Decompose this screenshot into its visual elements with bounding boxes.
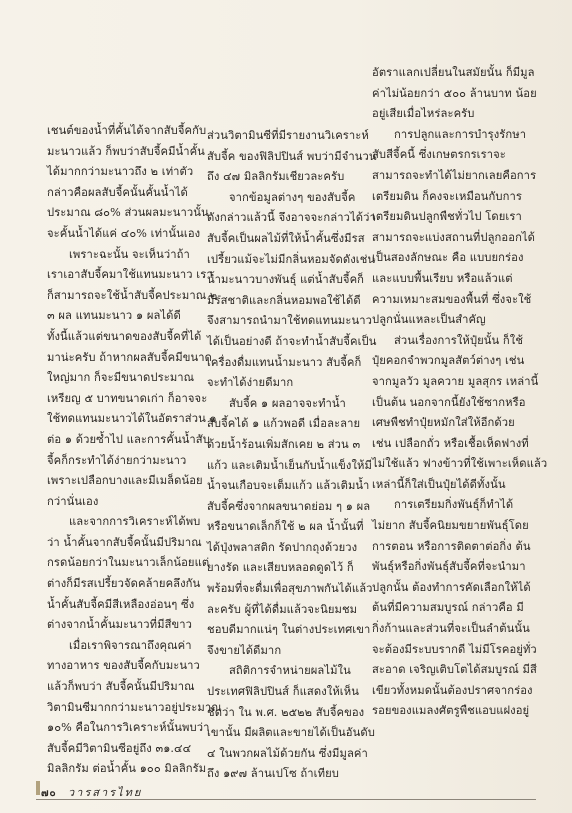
text-line: ด้วยน้ำร้อนเพิ่มสักเคย ๒ ส่วน ๓ — [207, 437, 361, 451]
text-line: เตรียมดิน ก็คงจะเหมือนกับการ — [372, 189, 522, 203]
text-line: มีรสชาติและกลิ่นหอมพอใช้ได้ดี — [207, 293, 361, 307]
text-line: เศษพืชทำปุ๋ยหมักใส่ให้อีกด้วย — [372, 416, 515, 430]
text-line: สับจี้คเป็นผลไม้ที่ให้น้ำคั้นซึ่งมีรส — [207, 231, 365, 245]
text-line: ต่างก็มีรสเปรี้ยวจัดคล้ายคลึงกัน — [47, 577, 201, 591]
text-line: ปลูกนั่นแหละเป็นสำคัญ — [372, 313, 486, 327]
text-line: จะคั้นน้ำได้แค่ ๔๐% เท่านั้นเอง — [47, 226, 201, 240]
footer-accent-mark — [36, 781, 40, 795]
text-line: ดังกล่าวแล้วนี้ จึงอาจจะกล่าวได้ว่า — [207, 211, 376, 225]
text-line: เป็นต้น นอกจากนี้ยังใช้ซากหรือ — [372, 395, 526, 409]
text-line: ละครับ ผู้ที่ได้ดื่มแล้วจะนิยมชม — [207, 602, 358, 616]
text-line: สับจี้คได้ ๑ แก้วพอดี เมื่อละลาย — [207, 417, 361, 431]
text-line: จะทำได้ง่ายดีมาก — [207, 376, 294, 390]
text-line: เป็นสองลักษณะ คือ แบบยกร่อง — [372, 251, 524, 265]
text-line: เพราะเปลือกบางและมีเมล็ดน้อย — [47, 474, 203, 488]
text-line: น้ำคั้นสับจี้คมีสีเหลืองอ่อนๆ ซึ่ง — [47, 597, 195, 611]
text-line: สะอาด เจริญเติบโตได้สมบูรณ์ มีสี — [372, 663, 537, 677]
text-line: ประมาณ ๘๐% ส่วนผลมะนาวนั้น — [47, 206, 209, 220]
text-line: และแบบพื้นเรียบ หรือแล้วแต่ — [372, 271, 513, 285]
text-line: เชนต์ของน้ำที่คั้นได้จากสับจี้คกับ — [47, 124, 207, 137]
text-line: ถึง ๑๙๗ ล้านเปโซ ถ้าเทียบ — [207, 767, 339, 781]
text-line: อัตราแลกเปลี่ยนในสมัยนั้น ก็มีมูล — [372, 66, 535, 79]
text-line: ๓ ผล แทนมะนาว ๑ ผลได้ดี — [47, 309, 181, 323]
text-line: กรดน้อยกว่าในมะนาวเล็กน้อยแต่ — [47, 556, 210, 570]
text-line: ทั้งนี้แล้วแต่ขนาดของสับจี้คที่ได้ — [47, 329, 202, 343]
text-line: ใหญ่มาก ก็จะมีขนาดประมาณ — [47, 371, 195, 385]
text-line: น้ำมะนาวบางพันธุ์ แต่น้ำสับจี้คก็ — [207, 273, 365, 287]
footer-divider — [36, 799, 536, 800]
text-line: จึงสามารถนำมาใช้ทดแทนมะนาว — [207, 314, 372, 328]
text-line: เมื่อเราพิจารณาถึงคุณค่า — [69, 638, 192, 652]
text-line: หรือขนาดเล็กก็ใช้ ๒ ผล น้ำนั้นที่ — [207, 520, 364, 534]
text-line: เขานั้น มีผลิตและขายได้เป็นอันดับ — [207, 726, 375, 740]
text-line: ค่าไม่น้อยกว่า ๕๐๐ ล้านบาท น้อย — [372, 86, 537, 100]
text-line: แก้ว และเติมน้ำเย็นกับน้ำแข็งให้มี — [207, 458, 372, 472]
text-line: ส่วนวิตามินซีที่มีรายงานวิเคราะห์ — [207, 129, 369, 142]
text-column-3 — [372, 63, 548, 722]
text-line: การตอน หรือการติดตาต่อกิ่ง ต้น — [372, 539, 531, 553]
text-line: กว่านั่นเอง — [47, 494, 99, 508]
page-number: ๗๐ — [41, 788, 57, 799]
text-line: จากมูลวัว มูลควาย มูลสุกร เหล่านี้ — [372, 374, 539, 388]
text-line: เปรี้ยวแม้จะไม่มีกลิ่นหอมจัดดังเช่น — [207, 252, 376, 266]
text-line: สับจี้คมีวิตามินซีอยู่ถึง ๓๑.๔๔ — [47, 741, 192, 755]
text-line: มะนาวแล้ว ก็พบว่าสับจี้คมีน้ำคั้น — [47, 144, 205, 158]
text-line: รอยของแมลงศัตรูพืชแอบแฝงอยู่ — [372, 704, 530, 718]
text-line: กิ่งก้านและส่วนที่จะเป็นลำต้นนั้น — [372, 622, 530, 636]
text-line: การเตรียมกิ่งพันธุ์ก็ทำได้ — [394, 498, 514, 512]
text-line: จากข้อมูลต่างๆ ของสับจี้ค — [229, 190, 356, 204]
text-line: ส่วนเรื่องการให้ปุ๋ยนั้น ก็ใช้ — [394, 333, 524, 347]
text-line: ยางรัด และเสียบหลอดดูดไว้ ก็ — [207, 561, 354, 575]
text-line: การปลูกและการบำรุงรักษา — [394, 127, 527, 141]
text-line: เขียวทั้งหมดนั้นต้องปราศจากร่อง — [372, 683, 533, 697]
text-line: อยู่เสียเมื่อไหร่ละครับ — [372, 107, 475, 121]
text-line: ชอบดีมากแน่ๆ ในต่างประเทศเขา — [207, 623, 371, 637]
text-line: และจากการวิเคราะห์ได้พบ — [69, 515, 201, 529]
text-line: สามารถจะทำได้ไม่ยากเลยคือการ — [372, 168, 537, 182]
text-line: ถึง ๔๗ มิลลิกรัมเชียวละครับ — [207, 170, 345, 184]
text-line: ทางอาหาร ของสับจี้คกับมะนาว — [47, 659, 200, 673]
text-line: เหรียญ ๕ บาทขนาดเก่า ก็อาจจะ — [47, 391, 208, 405]
text-line: ไม่ใช้แล้ว ฟางข้าวที่ใช้เพาะเห็ดแล้ว — [372, 457, 548, 471]
text-column-1 — [47, 121, 222, 780]
text-line: จะต้องมีระบบรากดี ไม่มีโรคอยู่ทั่ว — [372, 642, 537, 656]
text-line: สับสีจี้คนี้ ซึ่งเกษตรกรเราจะ — [372, 148, 506, 162]
text-line: ต้นที่มีความสมบูรณ์ กล่าวคือ มี — [372, 601, 524, 615]
text-line: ๑๐% คือในการวิเคราะห์นั้นพบว่า — [47, 721, 210, 735]
text-line: มาน่ะครับ ถ้าหากผลสับจี้คมีขนาด — [47, 350, 212, 364]
text-line: สับจี้ค ๑ ผลอาจจะทำน้ำ — [229, 396, 346, 410]
text-line: ประเทศฟิลิปปินส์ ก็แสดงให้เห็น — [207, 685, 359, 699]
text-line: ความเหมาะสมของพื้นที่ ซึ่งจะใช้ — [372, 292, 532, 306]
text-line: สามารถจะแบ่งสถานที่ปลูกออกได้ — [372, 230, 536, 244]
text-line: มิลลิกรัม ต่อน้ำคั้น ๑๐๐ มิลลิกรัม — [47, 762, 207, 776]
text-line: ปุ๋ยคอกจำพวกมูลสัตว์ต่างๆ เช่น — [372, 354, 525, 368]
text-line: เช่น เปลือกถั่ว หรือเชื้อเห็ดฟางที่ — [372, 436, 529, 450]
text-line: จึงขายได้ดีมาก — [207, 643, 282, 657]
text-line: แล้วก็พบว่า สับจี้คนั้นมีปริมาณ — [47, 680, 195, 694]
text-line: ได้เป็นอย่างดี ถ้าจะทำน้ำสับจี้คเป็น — [207, 334, 377, 348]
text-line: เตรียมดินปลูกพืชทั่วไป โดยเรา — [372, 210, 522, 224]
text-line: ไม่ยาก สับจี้คนิยมขยายพันธุ์โดย — [372, 519, 529, 533]
text-line: จี้คก็กระทำได้ง่ายกว่ามะนาว — [47, 453, 187, 467]
text-line: น้ำจนเกือบจะเต็มแก้ว แล้วเติมน้ำ — [207, 479, 370, 493]
text-line: ชัดว่า ใน พ.ศ. ๒๕๒๒ สับจี้คของ — [207, 705, 365, 719]
text-line: ๔ ในพวกผลไม้ด้วยกัน ซึ่งมีมูลค่า — [207, 746, 368, 760]
text-line: สับจี้ค ของฟิลิปปินส์ พบว่ามีจำนวน — [207, 149, 377, 163]
text-line: สถิติการจำหน่ายผลไม้ใน — [229, 664, 351, 678]
magazine-title: วารสารไทย — [68, 786, 143, 799]
text-line: ได้ปุ่งพลาสติก รัดปากถุงด้วยวง — [207, 540, 358, 554]
text-line: พันธุ์หรือกิ่งพันธุ์สับจี้คที่จะนำมา — [372, 560, 526, 574]
text-line: ต่างจากน้ำคั้นมะนาวที่มีสีขาว — [47, 618, 193, 632]
text-line: ได้มากกว่ามะนาวถึง ๒ เท่าตัว — [47, 165, 194, 179]
text-line: ก็สามารถจะใช้น้ำสับจี้คประมาณ ๒- — [47, 288, 222, 302]
text-line: ต่อ ๑ ด้วยซ้ำไป และการคั้นน้ำสับ — [47, 432, 210, 446]
text-line: กล่าวคือผลสับจี้คนั้นคั้นน้ำได้ — [47, 185, 188, 199]
text-line: วิตามินซีมากกว่ามะนาวอยู่ประมาณ — [47, 700, 222, 714]
text-line: ปลูกนั้น ต้องทำการคัดเลือกให้ได้ — [372, 580, 531, 594]
text-line: เครื่องดื่มแทนน้ำมะนาว สับจี้คก็ — [207, 355, 362, 369]
text-column-2 — [207, 126, 377, 785]
text-line: ใช้ทดแทนมะนาวได้ในอัตราส่วน ๑ — [47, 412, 217, 426]
text-line: เหล่านี้ก็ใส่เป็นปุ๋ยได้ดีทั้งนั้น — [372, 477, 506, 491]
text-line: เราเอาสับจี้คมาใช้แทนมะนาว เรา — [47, 268, 213, 282]
text-line: พร้อมที่จะดื่มเพื่อสุขภาพกันได้แล้ว — [207, 582, 373, 596]
text-line: สับจี้คซึ่งจากผลขนาดย่อม ๆ ๑ ผล — [207, 499, 371, 513]
text-line: เพราะฉะนั้น จะเห็นว่าถ้า — [69, 247, 190, 261]
text-line: ว่า น้ำคั้นจากสับจี้คนั้นมีปริมาณ — [47, 535, 202, 549]
